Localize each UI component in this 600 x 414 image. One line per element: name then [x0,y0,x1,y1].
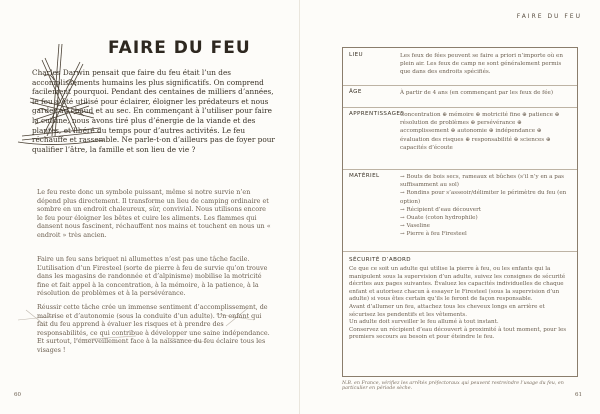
body-paragraph-3 [37,303,273,355]
list-item: → Ouate (coton hydrophile) [400,215,478,222]
security-heading: SÉCURITÉ D’ABORD [349,257,411,263]
info-row-apprentissages [343,107,577,170]
page-number-right: 61 [575,392,582,398]
row-label: MATÉRIEL [349,173,380,179]
intro-paragraph [32,68,278,154]
security-paragraph: Un adulte doit surveiller le feu allumé à tout instant. [349,319,499,326]
list-item: → Rondins pour s’asseoir/délimiter le périmètre du feu (en option) [400,190,567,205]
row-label: LIEU [349,52,363,58]
body-paragraph-1 [37,188,273,240]
body-text-2: Faire un feu sans briquet ni allumettes n’est pas une tâche facile. L’utilisation d’un Firesteel (sorte de pierre à feu de survie qu’on trouve dans les magasins de randonnée et d’alpinisme) mobilise la motricité fine et fait appel à la concentration, à la mémoire, à la patience, à la résolution de problèmes et à la persévérance. [37,255,268,298]
row-content: Les feux de fées peuvent se faire a priori n’importe où en plein air. Les feux de camp ne sont généralement permis que dans des endroits spécifiés. [400,53,563,76]
info-row-age [343,85,577,108]
page-title: FAIRE DU FEU [108,38,251,58]
list-item: → Pierre à feu Firesteel [400,231,467,238]
security-paragraph: Avant d’allumer un feu, attachez tous les cheveux longs en arrière et sécurisez les pendentifs et les vêtements. [349,303,545,318]
footnote: N.B. en France, vérifiez les arrêtés préfectoraux qui peuvent restreindre l’usage du feu, en particulier en période sèche. [342,381,564,391]
security-section [349,257,571,342]
right-page [300,0,600,414]
row-content: Concentration ⊕ mémoire ⊕ motricité fine ⊕ patience ⊕ résolution de problèmes ⊕ persévérance ⊕ accomplissement ⊕ autonomie ⊕ indépendance ⊕ évaluation des risques ⊕ responsabilité ⊕ sciences ⊕ capacités d’écoute [400,112,560,151]
security-text [349,266,571,342]
info-row-materiel [343,169,577,252]
row-label: APPRENTISSAGES [349,111,405,117]
row-label: ÂGE [349,89,362,95]
row-content: À partir de 4 ans (en commençant par les feux de fée) [400,90,554,96]
running-head: FAIRE DU FEU [516,13,582,20]
info-row-lieu [343,48,577,86]
info-box [342,47,578,377]
security-paragraph: Ce que ce soit un adulte qui utilise la pierre à feu, ou les enfants qui la manipulent sous la supervision d’un adulte, suivez les consignes de sécurité décrites aux pages suivantes. Évaluez les capacités individuelles de chaque enfant et autorisez chacun à essayer le Firesteel (sous la supervision d’un adulte) si vous êtes certain qu’ils le feront de façon responsable. [349,266,566,303]
intro-text: Charles Darwin pensait que faire du feu était l’un des accomplissements humains les plus significatifs. On comprend facilement pourquoi. Pendant des centaines de milliers d’années, le feu a été utilisé pour éclairer, éloigner les prédateurs et nous garder au chaud et au sec. En commençant à l’utiliser pour faire la cuisine, nous avons tiré plus d’énergie de la viande et des plantes, et libéré du temps pour d’autres activités. Le feu réchauffe et rassemble. Ne parle-t-on d’ailleurs pas de foyer pour qualifier l’âtre, la famille et son lieu de vie ? [32,68,275,154]
list-item: → Récipient d’eau découvert [400,206,481,213]
page-number-left: 60 [14,392,21,398]
body-text-3: Réussir cette tâche crée un immense sentiment d’accomplissement, de maîtrise et d’autonomie (sous la conduite d’un adulte). Un enfant qui fait du feu apprend à évaluer les risques et à prendre des responsabilités, ce qui contribue à développer une saine indépendance. Et surtout, l’émerveillement face à la naissance du feu éclaire tous les visages ! [37,303,270,354]
security-paragraph: Conservez un récipient d’eau découvert à proximité à tout moment, pour les premiers secours au besoin et pour éteindre le feu. [349,326,567,341]
list-item: → Vaseline [400,223,430,230]
materials-list [400,173,572,239]
list-item: → Bouts de bois secs, rameaux et bûches (s’il n’y en a pas suffisamment au sol) [400,174,565,189]
body-text-1: Le feu reste donc un symbole puissant, même si notre survie n’en dépend plus directement. Il transforme un lieu de camping ordinaire et sombre en un endroit chaleureux, sûr, convivial. Nous utilisons encore le feu pour éloigner les bêtes et cuire les aliments. Les flammes qui dansent nous fascinent, réchauffent nos mains et touchent en nous un « endroit » très ancien. [37,188,271,239]
